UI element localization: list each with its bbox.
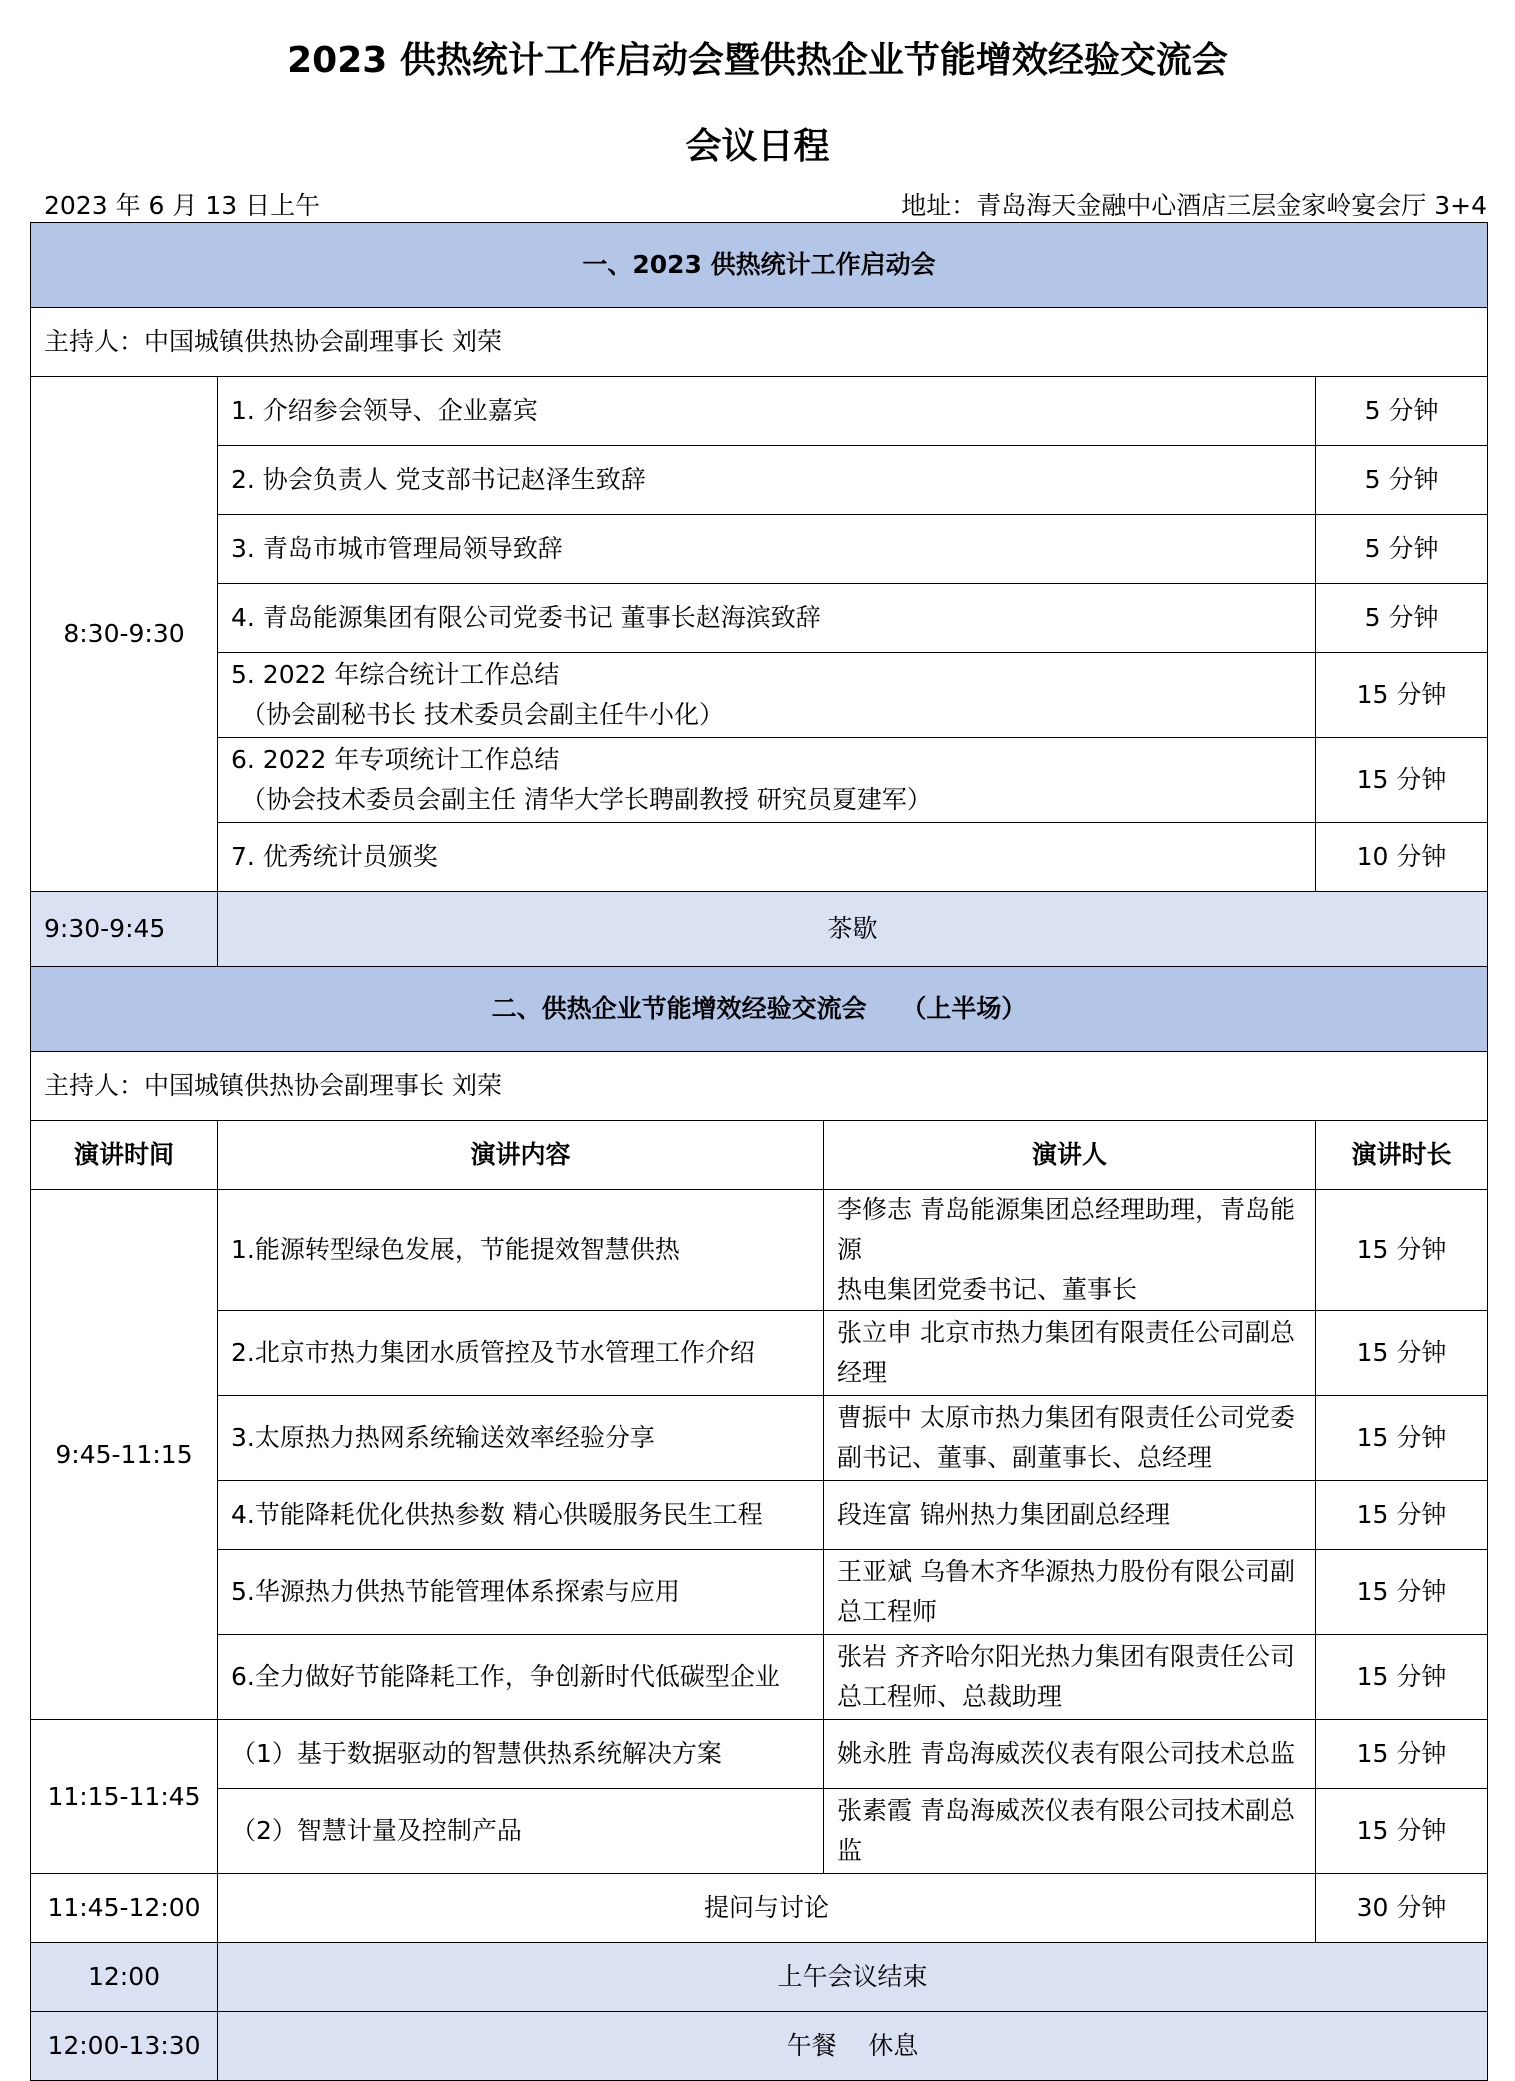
agenda-item: [218, 738, 1316, 823]
agenda-item: 4. 青岛能源集团有限公司党委书记 董事长赵海滨致辞: [218, 584, 1316, 653]
agenda-duration: 15 分钟: [1316, 653, 1488, 738]
column-header-content: 演讲内容: [218, 1121, 824, 1190]
section2-title: 二、供热企业节能增效经验交流会 （上半场）: [31, 967, 1488, 1052]
column-header-time: 演讲时间: [31, 1121, 218, 1190]
lunch-row: [31, 2012, 1488, 2081]
section1-time: 8:30-9:30: [31, 377, 218, 892]
table-row: [31, 1550, 1488, 1635]
speaker-line: 王亚斌 乌鲁木齐华源热力股份有限公司副: [837, 1557, 1295, 1586]
page-subtitle: 会议日程: [685, 126, 830, 167]
agenda-item-speaker: （协会技术委员会副主任 清华大学长聘副教授 研究员夏建军）: [241, 785, 932, 814]
talk-duration: 15 分钟: [1316, 1720, 1488, 1789]
talk-speaker: [824, 1311, 1316, 1396]
break-row: [31, 892, 1488, 967]
talk-speaker: [824, 1396, 1316, 1481]
talk-topic: 4.节能降耗优化供热参数 精心供暖服务民生工程: [218, 1481, 824, 1550]
speaker-line: 曹振中 太原市热力集团有限责任公司党委: [837, 1403, 1295, 1432]
agenda-item-title: 5. 2022 年综合统计工作总结: [231, 660, 560, 689]
speaker-line: 总工程师: [837, 1597, 938, 1626]
talk-duration: 15 分钟: [1316, 1190, 1488, 1311]
lunch-label: 午餐 休息: [218, 2012, 1488, 2081]
column-header-speaker: 演讲人: [824, 1121, 1316, 1190]
talk-topic: （1）基于数据驱动的智慧供热系统解决方案: [218, 1720, 824, 1789]
talk-speaker: 段连富 锦州热力集团副总经理: [824, 1481, 1316, 1550]
break-time: 9:30-9:45: [31, 892, 218, 967]
talk-duration: 15 分钟: [1316, 1789, 1488, 1874]
column-header-duration: 演讲时长: [1316, 1121, 1488, 1190]
column-header-row: [31, 1121, 1488, 1190]
qa-row: [31, 1874, 1488, 1943]
speaker-line: 张岩 齐齐哈尔阳光热力集团有限责任公司: [837, 1642, 1295, 1671]
schedule-table: [30, 222, 1488, 2081]
table-row: [31, 1635, 1488, 1720]
section2-host-row: [31, 1052, 1488, 1121]
agenda-item-speaker: （协会副秘书长 技术委员会副主任牛小化）: [241, 700, 724, 729]
talk-speaker: [824, 1635, 1316, 1720]
block2-time: 11:15-11:45: [31, 1720, 218, 1874]
table-row: [31, 1720, 1488, 1789]
end-row: [31, 1943, 1488, 2012]
agenda-item: 1. 介绍参会领导、企业嘉宾: [218, 377, 1316, 446]
speaker-line: 经理: [837, 1358, 888, 1387]
table-row: [31, 584, 1488, 653]
qa-duration: 30 分钟: [1316, 1874, 1488, 1943]
meeting-date: 2023 年 6 月 13 日上午: [44, 191, 321, 220]
talk-duration: 15 分钟: [1316, 1550, 1488, 1635]
end-time: 12:00: [31, 1943, 218, 2012]
speaker-line: 副书记、董事、副董事长、总经理: [837, 1443, 1213, 1472]
talk-topic: 1.能源转型绿色发展，节能提效智慧供热: [218, 1190, 824, 1311]
table-row: [31, 1311, 1488, 1396]
talk-duration: 15 分钟: [1316, 1396, 1488, 1481]
talk-speaker: [824, 1190, 1316, 1311]
talk-topic: 2.北京市热力集团水质管控及节水管理工作介绍: [218, 1311, 824, 1396]
table-row: [31, 377, 1488, 446]
talk-duration: 15 分钟: [1316, 1311, 1488, 1396]
section1-title: 一、2023 供热统计工作启动会: [31, 223, 1488, 308]
talk-speaker: [824, 1550, 1316, 1635]
talk-duration: 15 分钟: [1316, 1481, 1488, 1550]
table-row: [31, 823, 1488, 892]
agenda-duration: 5 分钟: [1316, 584, 1488, 653]
table-row: [31, 446, 1488, 515]
qa-label: 提问与讨论: [218, 1874, 1316, 1943]
block1-time: 9:45-11:15: [31, 1190, 218, 1720]
speaker-line: 监: [837, 1836, 863, 1865]
talk-topic: 3.太原热力热网系统输送效率经验分享: [218, 1396, 824, 1481]
agenda-item: 2. 协会负责人 党支部书记赵泽生致辞: [218, 446, 1316, 515]
table-row: [31, 1481, 1488, 1550]
talk-topic: 5.华源热力供热节能管理体系探索与应用: [218, 1550, 824, 1635]
talk-topic: （2）智慧计量及控制产品: [218, 1789, 824, 1874]
section1-header-row: [31, 223, 1488, 308]
end-label: 上午会议结束: [218, 1943, 1488, 2012]
speaker-line: 总工程师、总裁助理: [837, 1682, 1063, 1711]
break-label: 茶歇: [218, 892, 1488, 967]
table-row: [31, 653, 1488, 738]
section1-host: 主持人：中国城镇供热协会副理事长 刘荣: [31, 308, 1488, 377]
table-row: [31, 738, 1488, 823]
lunch-time: 12:00-13:30: [31, 2012, 218, 2081]
agenda-duration: 5 分钟: [1316, 446, 1488, 515]
agenda-duration: 5 分钟: [1316, 377, 1488, 446]
meeting-address: 地址：青岛海天金融中心酒店三层金家岭宴会厅 3+4: [901, 191, 1487, 220]
table-row: [31, 1190, 1488, 1311]
speaker-line: 张素霞 青岛海威茨仪表有限公司技术副总: [837, 1796, 1295, 1825]
agenda-item: 7. 优秀统计员颁奖: [218, 823, 1316, 892]
table-row: [31, 1396, 1488, 1481]
speaker-line: 李修志 青岛能源集团总经理助理，青岛能源: [837, 1195, 1295, 1264]
qa-time: 11:45-12:00: [31, 1874, 218, 1943]
table-row: [31, 1789, 1488, 1874]
talk-speaker: [824, 1789, 1316, 1874]
talk-topic: 6.全力做好节能降耗工作，争创新时代低碳型企业: [218, 1635, 824, 1720]
agenda-duration: 5 分钟: [1316, 515, 1488, 584]
talk-duration: 15 分钟: [1316, 1635, 1488, 1720]
speaker-line: 热电集团党委书记、董事长: [837, 1275, 1138, 1304]
table-row: [31, 515, 1488, 584]
section2-host: 主持人：中国城镇供热协会副理事长 刘荣: [31, 1052, 1488, 1121]
page-title: 2023 供热统计工作启动会暨供热企业节能增效经验交流会: [287, 40, 1228, 81]
section2-header-row: [31, 967, 1488, 1052]
agenda-duration: 15 分钟: [1316, 738, 1488, 823]
agenda-item-title: 6. 2022 年专项统计工作总结: [231, 745, 560, 774]
agenda-duration: 10 分钟: [1316, 823, 1488, 892]
speaker-line: 张立申 北京市热力集团有限责任公司副总: [837, 1318, 1295, 1347]
talk-speaker: 姚永胜 青岛海威茨仪表有限公司技术总监: [824, 1720, 1316, 1789]
agenda-item: [218, 653, 1316, 738]
section1-host-row: [31, 308, 1488, 377]
agenda-item: 3. 青岛市城市管理局领导致辞: [218, 515, 1316, 584]
